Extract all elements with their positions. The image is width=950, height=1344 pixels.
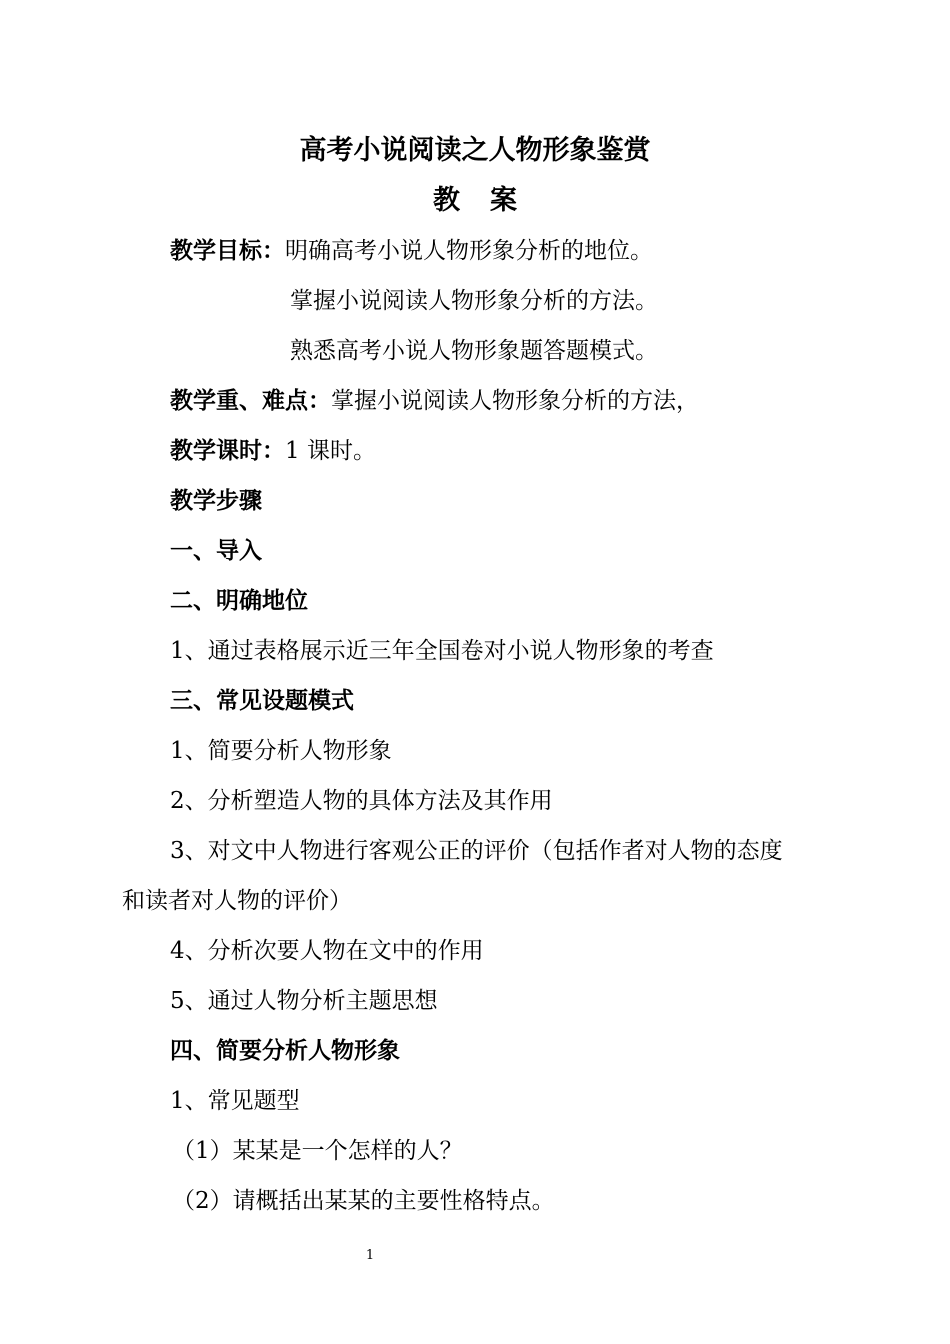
section-4-subitem-1: （1）某某是一个怎样的人？ [172, 1138, 463, 1164]
document-subtitle: 教案 [433, 185, 547, 216]
section-3-item-5: 5、通过人物分析主题思想 [170, 988, 438, 1014]
class-hours-line [170, 436, 376, 466]
section-4-subitem-2: （2）请概括出某某的主要性格特点。 [172, 1188, 555, 1214]
section-3-item-3-continued: 和读者对人物的评价） [122, 888, 352, 914]
section-4-heading: 四、简要分析人物形象 [170, 1038, 400, 1064]
key-points-line [170, 386, 699, 416]
document-title: 高考小说阅读之人物形象鉴赏 [299, 135, 651, 166]
section-1-heading: 一、导入 [170, 538, 262, 564]
section-2-item-1: 1、通过表格展示近三年全国卷对小说人物形象的考查 [170, 638, 714, 664]
page-number: 1 [365, 1248, 375, 1263]
class-hours-text: 1 课时。 [285, 438, 376, 464]
objective-item-2: 掌握小说阅读人物形象分析的方法。 [290, 288, 658, 314]
objective-item-3: 熟悉高考小说人物形象题答题模式。 [290, 338, 658, 364]
key-points-label: 教学重、难点： [170, 388, 331, 414]
section-3-item-1: 1、简要分析人物形象 [170, 738, 392, 764]
objectives-line [170, 236, 653, 266]
section-2-heading: 二、明确地位 [170, 588, 308, 614]
key-points-text: 掌握小说阅读人物形象分析的方法， [331, 388, 699, 414]
objectives-label: 教学目标： [170, 238, 285, 264]
section-3-item-4: 4、分析次要人物在文中的作用 [170, 938, 484, 964]
section-4-item-1: 1、常见题型 [170, 1088, 300, 1114]
section-3-item-2: 2、分析塑造人物的具体方法及其作用 [170, 788, 553, 814]
section-3-item-3: 3、对文中人物进行客观公正的评价（包括作者对人物的态度 [170, 838, 783, 864]
section-3-heading: 三、常见设题模式 [170, 688, 354, 714]
steps-heading: 教学步骤 [170, 488, 262, 514]
class-hours-label: 教学课时： [170, 438, 285, 464]
objective-item-1: 明确高考小说人物形象分析的地位。 [285, 238, 653, 264]
